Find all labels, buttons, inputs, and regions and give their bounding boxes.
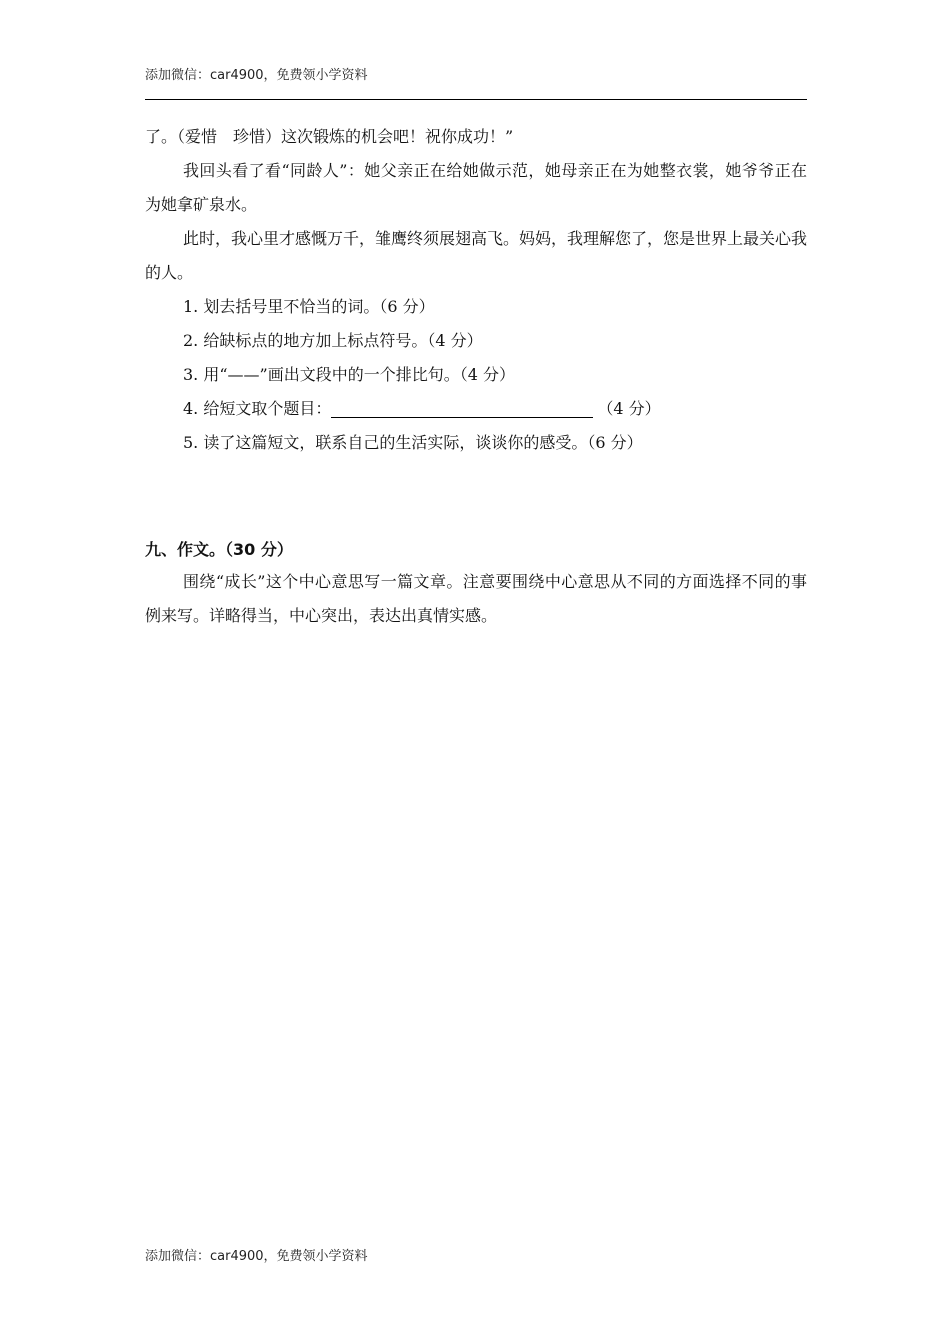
passage-paragraph-2: 我回头看了看“同龄人”：她父亲正在给她做示范，她母亲正在为她整衣裳，她爷爷正在为她拿矿泉水。 — [145, 161, 807, 214]
page-footer-text: 添加微信：car4900，免费领小学资料 — [145, 1249, 368, 1264]
question-1: 1. 划去括号里不恰当的词。（6 分） — [183, 297, 435, 316]
question-2: 2. 给缺标点的地方加上标点符号。（4 分） — [183, 331, 483, 350]
page-header-text: 添加微信：car4900，免费领小学资料 — [145, 68, 368, 83]
question-list — [145, 290, 807, 460]
essay-prompt: 围绕“成长”这个中心意思写一篇文章。注意要围绕中心意思从不同的方面选择不同的事例来写。详略得当，中心突出，表达出真情实感。 — [145, 572, 807, 625]
passage-paragraph-3: 此时，我心里才感慨万千，雏鹰终须展翅高飞。妈妈，我理解您了，您是世界上最关心我的人。 — [145, 229, 808, 282]
page-content — [145, 120, 807, 633]
header-divider — [145, 99, 807, 100]
passage-paragraph-1: 了。（爱惜 珍惜）这次锻炼的机会吧！祝你成功！” — [145, 127, 514, 146]
question-4 — [145, 392, 807, 426]
title-answer-blank[interactable] — [331, 401, 593, 418]
question-4-prompt: 4. 给短文取个题目： — [183, 399, 332, 418]
essay-section — [145, 535, 807, 633]
question-3: 3. 用“——”画出文段中的一个排比句。（4 分） — [183, 365, 515, 384]
question-4-score: （4 分） — [597, 399, 661, 418]
question-5: 5. 读了这篇短文，联系自己的生活实际，谈谈你的感受。（6 分） — [183, 433, 643, 452]
essay-title: 九、作文。（30 分） — [145, 540, 293, 559]
